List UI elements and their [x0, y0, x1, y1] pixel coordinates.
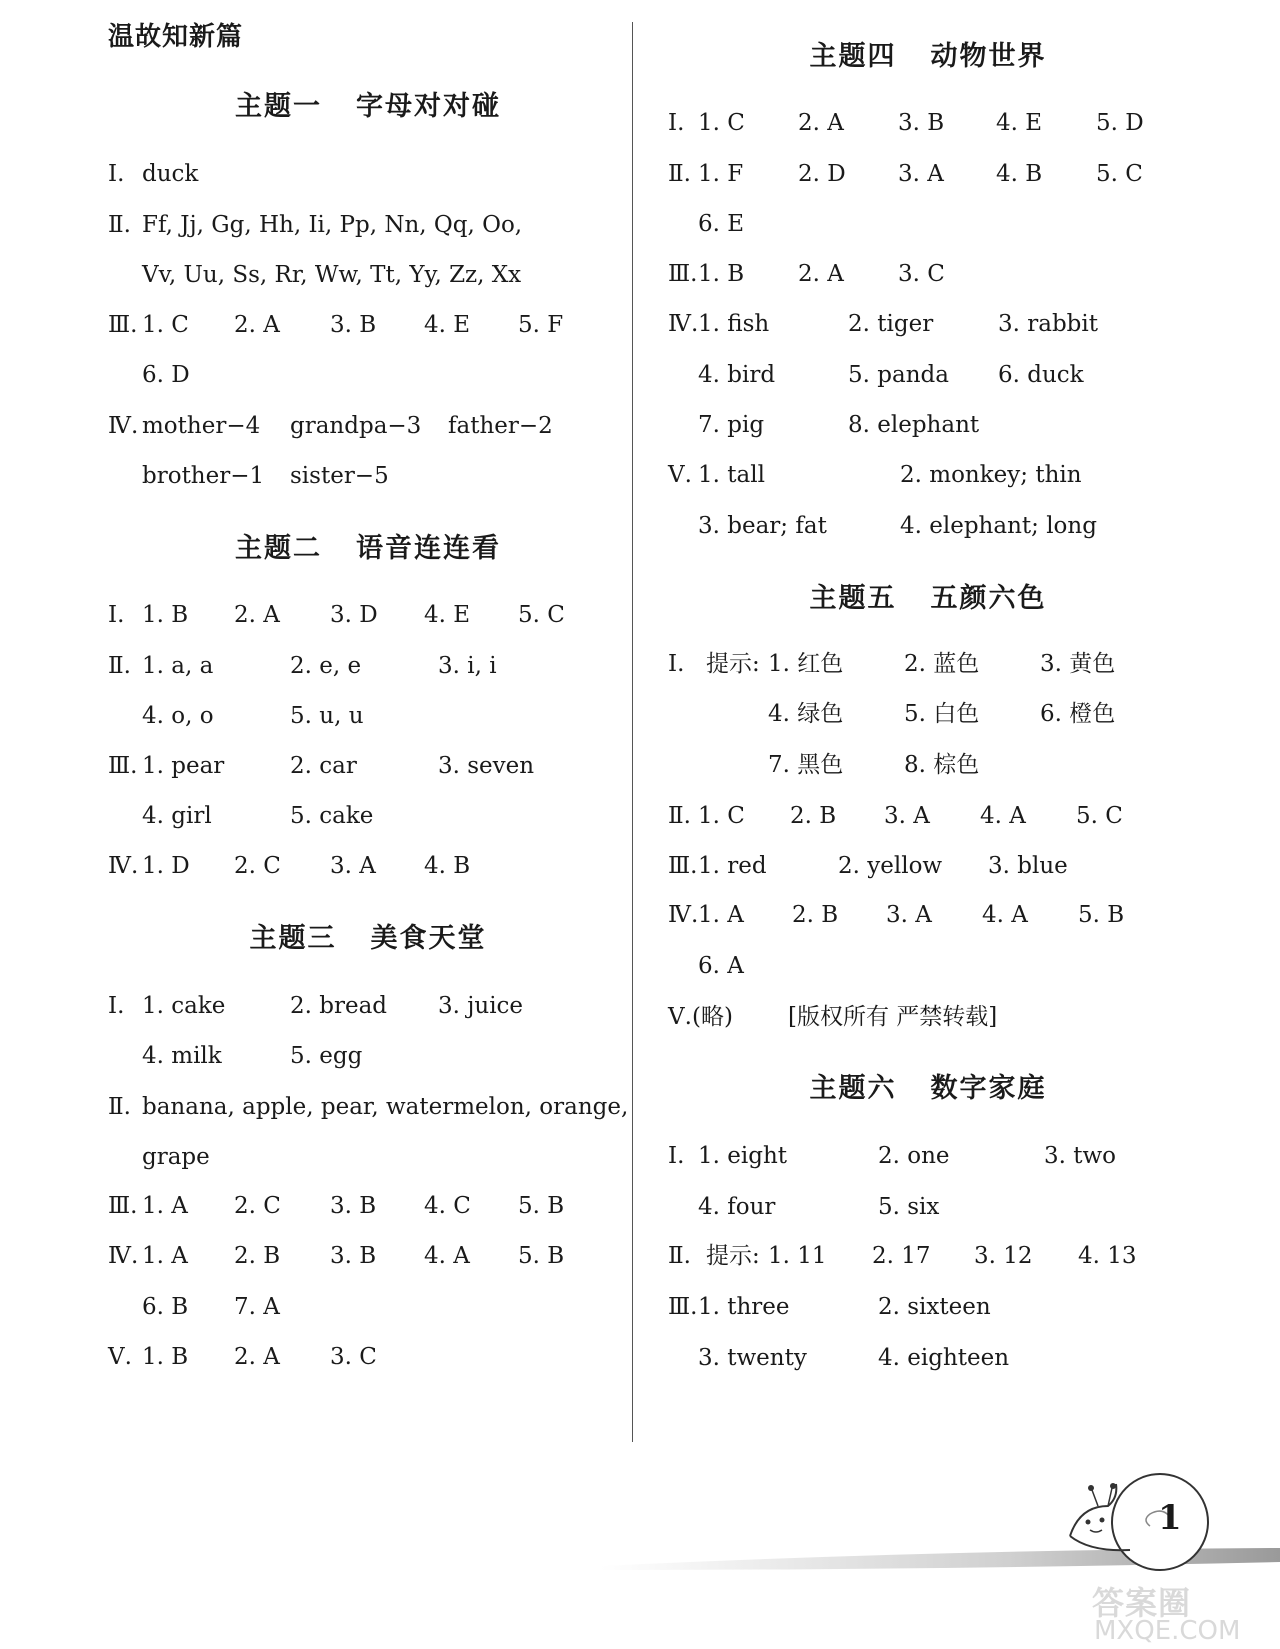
- section-title: 主题一 字母对对碰: [235, 91, 501, 122]
- section-title: 主题五 五颜六色: [809, 583, 1047, 614]
- watermark-logo: 答案圈: [1092, 1584, 1192, 1622]
- section-title: 主题三 美食天堂: [249, 923, 487, 954]
- page-number: 1: [1158, 1498, 1182, 1538]
- column-divider: [632, 22, 633, 1442]
- page-header: 温故知新篇: [108, 22, 244, 52]
- section-title: 主题六 数字家庭: [809, 1073, 1047, 1104]
- section-title: 主题二 语音连连看: [235, 533, 501, 564]
- snail-mascot-icon: [1060, 1466, 1220, 1576]
- section-title: 主题四 动物世界: [809, 41, 1047, 72]
- watermark-url: MXQE.COM: [1094, 1616, 1241, 1646]
